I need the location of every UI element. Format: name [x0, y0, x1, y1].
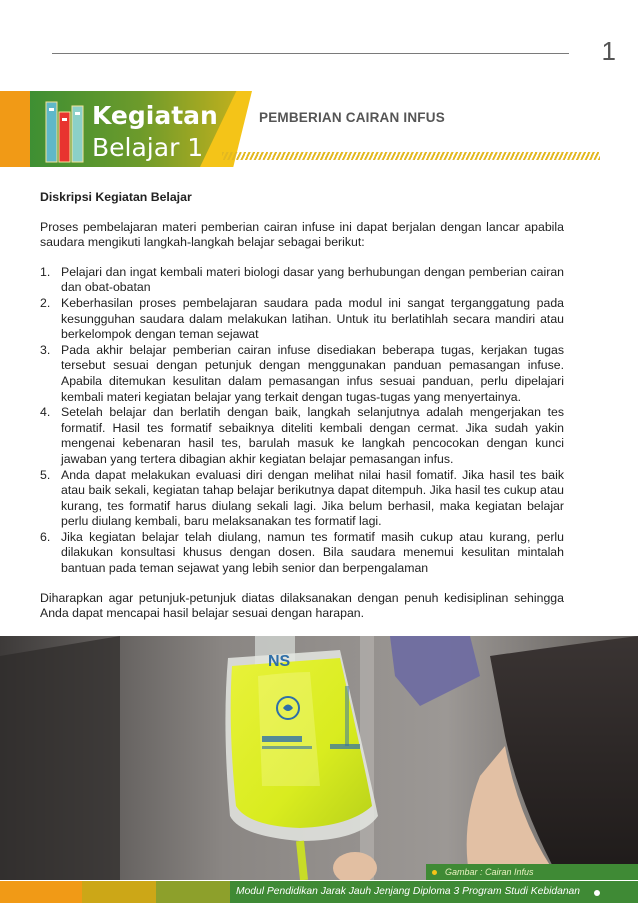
books-icon	[44, 98, 88, 164]
photo-caption	[426, 864, 638, 880]
list-item-text: Pelajari dan ingat kembali materi biologi dasar yang berhubungan dengan pemberian cairan dan obat-obatan	[61, 264, 564, 295]
list-item-text: Anda dapat melakukan evaluasi diri dengan melihat nilai hasil fomatif. Jika hasil tes baik atau baik sekali, kegiatan tahap belajar berikutnya dapat ditempuh. Jika hasil tes cukup atau kurang, tes formatif harus diulang sekali lagi. Jika belum berhasil, maka kegiatan belajar perlu diulang kembali, baru melaksanakan tes formatif lagi.	[61, 467, 564, 529]
list-item	[40, 530, 564, 577]
section-title: PEMBERIAN CAIRAN INFUS	[259, 110, 445, 125]
footer-text: Modul Pendidikan Jarak Jauh Jenjang Diploma 3 Program Studi Kebidanan	[236, 886, 581, 897]
kegiatan-title: Kegiatan	[92, 101, 218, 130]
list-item-number: 2.	[40, 295, 51, 310]
list-item-number: 1.	[40, 264, 51, 279]
list-item	[40, 405, 564, 467]
bag-label: NS	[268, 653, 291, 670]
steps-list	[40, 265, 564, 577]
infusion-illustration	[0, 636, 638, 880]
list-item-text: Jika kegiatan belajar telah diulang, namun tes formatif masih cukup atau kurang, perlu dilakukan konsultasi khusus dengan dosen. Bila saudara menemui kesulitan mintalah bantuan pada teman sejawat yang lebih senior dan berpengalaman	[61, 529, 564, 576]
list-item-number: 3.	[40, 342, 51, 357]
list-item-number: 5.	[40, 467, 51, 482]
list-item	[40, 343, 564, 405]
footer	[0, 881, 638, 903]
list-item	[40, 265, 564, 296]
content-heading: Diskripsi Kegiatan Belajar	[40, 190, 192, 204]
list-item	[40, 296, 564, 343]
hatch-decoration	[222, 152, 600, 160]
list-item-text: Setelah belajar dan berlatih dengan baik, langkah selanjutnya adalah mengerjakan tes formatif. Hasil tes formatif sebaiknya diteliti kembali dengan cermat. Jika sudah yakin mengenai kebenaran hasil tes, barulah masuk ke langkah pencocokan dengan kunci jawaban yang tertera dibagian akhir kegiatan belajar pemasangan infus.	[61, 405, 564, 466]
footer-olive-block	[156, 881, 230, 903]
list-item	[40, 468, 564, 530]
footer-bullet-icon	[594, 890, 600, 896]
closing-paragraph: Diharapkan agar petunjuk-petunjuk diatas dilaksanakan dengan penuh kedisiplinan sehingga Anda dapat mencapai hasil belajar sesuai dengan harapan.	[40, 590, 564, 621]
footer-orange-block	[0, 881, 82, 903]
banner-orange-block	[0, 91, 30, 167]
caption-bullet-icon	[432, 870, 437, 875]
list-item-text: Pada akhir belajar pemberian cairan infuse disediakan beberapa tugas, kerjakan tugas tersebut sesuai dengan petunjuk dengan menggunakan panduan pemasangan infuse. Apabila ditemukan kesulitan dalam pemasangan infus sesuai panduan, perlu dipelajari kembali materi kegiatan belajar yang terkait dengan tugas-tugas yang menyertainya.	[61, 342, 564, 404]
top-rule	[52, 53, 569, 54]
infusion-photo	[0, 636, 638, 880]
footer-gold-block	[82, 881, 156, 903]
list-item-number: 4.	[40, 405, 51, 420]
kegiatan-subtitle: Belajar 1	[92, 133, 204, 162]
content-area	[40, 190, 564, 636]
list-item-text: Keberhasilan proses pembelajaran saudara pada modul ini sangat terganggatung pada kesungguhan saudara dalam melakukan latihan. Untuk itu berlatihlah secara mandiri atau berkelompok dengan teman sejawat	[61, 295, 564, 342]
page-number: 1	[601, 36, 616, 66]
list-item-number: 6.	[40, 529, 51, 544]
caption-text: Gambar : Cairan Infus	[445, 867, 534, 877]
intro-paragraph: Proses pembelajaran materi pemberian cairan infuse ini dapat berjalan dengan lancar apabila saudara mengikuti langkah-langkah belajar sebagai berikut:	[40, 219, 564, 250]
